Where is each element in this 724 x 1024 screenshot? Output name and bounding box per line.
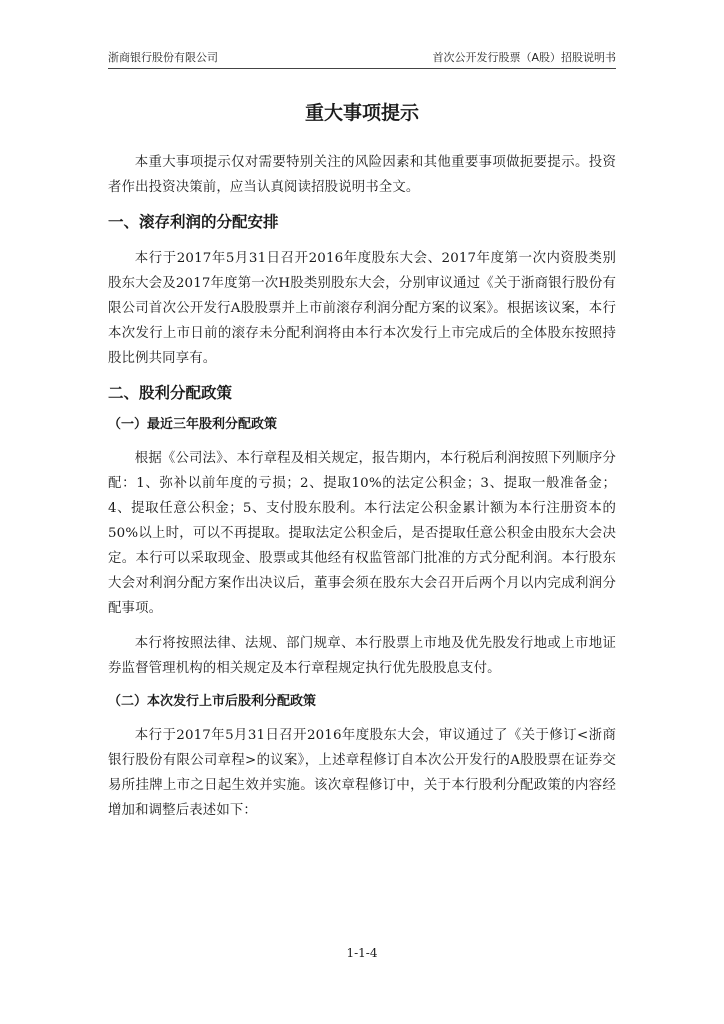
intro-paragraph: 本重大事项提示仅对需要特别关注的风险因素和其他重要事项做扼要提示。投资者作出投资决策前，应当认真阅读招股说明书全文。 bbox=[108, 155, 616, 195]
page-number: 1-1-4 bbox=[346, 946, 378, 960]
subsection-2-1-heading: （一）最近三年股利分配政策 bbox=[108, 417, 278, 432]
header-divider bbox=[108, 68, 616, 69]
subsection-2-1-paragraph-1: 根据《公司法》、本行章程及相关规定，报告期内，本行税后利润按照下列顺序分配：1、弥补以前年度的亏损；2、提取10%的法定公积金；3、提取一般准备金；4、提取任意公积金；5、支付股东股利。本行法定公积金累计额为本行注册资本的50%以上时，可以不再提取。提取法定公积金后，是否提取任意公积金由股东大会决定。本行可以采取现金、股票或其他经有权监管部门批准的方式分配利润。本行股东大会对利润分配方案作出决议后，董事会须在股东大会召开后两个月以内完成利润分配事项。 bbox=[108, 451, 616, 616]
header-document-name: 首次公开发行股票（A股）招股说明书 bbox=[432, 51, 616, 64]
section-2-heading: 二、股利分配政策 bbox=[108, 384, 233, 402]
page-title: 重大事项提示 bbox=[304, 102, 419, 124]
page-header bbox=[108, 49, 616, 67]
header-company-name: 浙商银行股份有限公司 bbox=[108, 51, 218, 64]
document-body bbox=[108, 150, 616, 823]
section-1-heading: 一、滚存利润的分配安排 bbox=[108, 213, 279, 231]
subsection-2-2-paragraph-1: 本行于2017年5月31日召开2016年度股东大会，审议通过了《关于修订<浙商银行股份有限公司章程>的议案》，上述章程修订自本次公开发行的A股股票在证券交易所挂牌上市之日起生效并实施。该次章程修订中，关于本行股利分配政策的内容经增加和调整后表述如下： bbox=[108, 728, 616, 818]
section-1-paragraph: 本行于2017年5月31日召开2016年度股东大会、2017年度第一次内资股类别股东大会及2017年度第一次H股类别股东大会，分别审议通过《关于浙商银行股份有限公司首次公开发行A股股票并上市前滚存利润分配方案的议案》。根据该议案，本行本次发行上市日前的滚存未分配利润将由本行本次发行上市完成后的全体股东按照持股比例共同享有。 bbox=[108, 251, 616, 366]
subsection-2-1-paragraph-2: 本行将按照法律、法规、部门规章、本行股票上市地及优先股发行地或上市地证券监督管理机构的相关规定及本行章程规定执行优先股股息支付。 bbox=[108, 636, 616, 676]
subsection-2-2-heading: （二）本次发行上市后股利分配政策 bbox=[108, 694, 317, 709]
